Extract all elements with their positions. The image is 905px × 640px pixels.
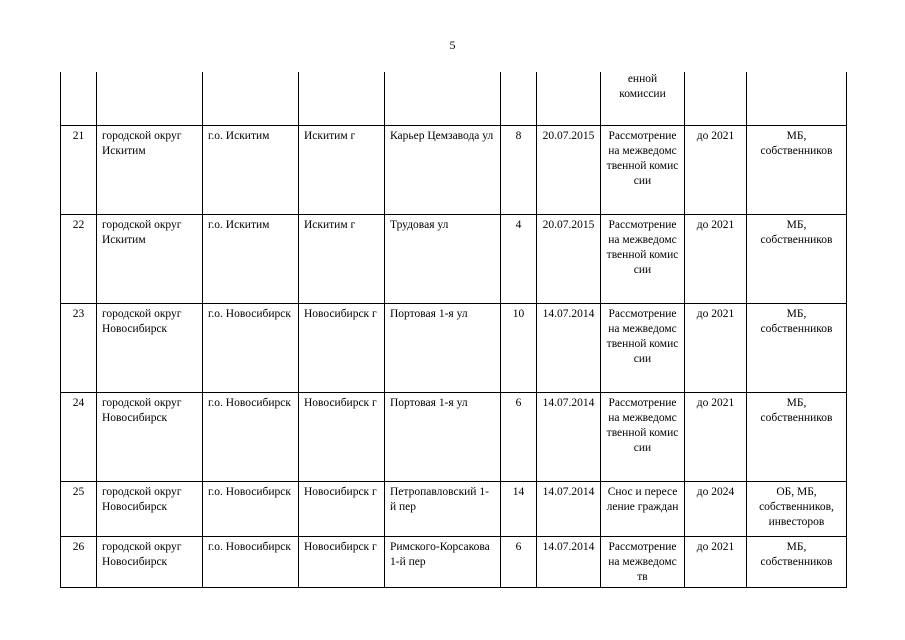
cell-date: 14.07.2014 — [537, 536, 601, 587]
cell-deadline: до 2024 — [685, 481, 747, 536]
cell-municipality: городской округ Искитим — [97, 214, 203, 303]
cell-decision: Снос и переселение граждан — [601, 481, 685, 536]
cell-district: г.о. Новосибирск — [203, 536, 299, 587]
cell-settlement: Новосибирск г — [299, 392, 385, 481]
cell-district: г.о. Новосибирск — [203, 481, 299, 536]
page-number: 5 — [449, 38, 456, 52]
cell-deadline: до 2021 — [685, 536, 747, 587]
table-row — [61, 125, 847, 214]
cell-district: г.о. Новосибирск — [203, 303, 299, 392]
cell-settlement: Искитим г — [299, 125, 385, 214]
cell-decision: Рассмотрение на межведомственной комиссии — [601, 303, 685, 392]
cell-house: 4 — [501, 214, 537, 303]
cell-source: ОБ, МБ, собственников, инвесторов — [747, 481, 847, 536]
cell-num: 22 — [61, 214, 97, 303]
cell-date: 14.07.2014 — [537, 481, 601, 536]
cell-house: 10 — [501, 303, 537, 392]
cell-house: 8 — [501, 125, 537, 214]
cell-source: МБ, собственников — [747, 125, 847, 214]
cell-num: 26 — [61, 536, 97, 587]
table-row — [61, 392, 847, 481]
cell-num: 24 — [61, 392, 97, 481]
cell-municipality: городской округ Новосибирск — [97, 536, 203, 587]
cell-source: МБ, собственников — [747, 536, 847, 587]
cell-municipality: городской округ Новосибирск — [97, 481, 203, 536]
cell-house: 6 — [501, 536, 537, 587]
housing-register-table — [60, 72, 847, 588]
cell-decision: Рассмотрение на межведомственной комиссии — [601, 214, 685, 303]
cell-decision: енной комиссии — [601, 72, 685, 125]
cell-district: г.о. Новосибирск — [203, 392, 299, 481]
cell-municipality: городской округ Новосибирск — [97, 392, 203, 481]
table-row-continuation — [61, 72, 847, 125]
cell-date: 20.07.2015 — [537, 125, 601, 214]
table-row — [61, 481, 847, 536]
cell-house: 6 — [501, 392, 537, 481]
cell-date: 20.07.2015 — [537, 214, 601, 303]
cell-street: Петропавловский 1-й пер — [385, 481, 501, 536]
cell-source: МБ, собственников — [747, 392, 847, 481]
cell-settlement: Новосибирск г — [299, 481, 385, 536]
cell-deadline: до 2021 — [685, 303, 747, 392]
cell-decision: Рассмотрение на межведомственной комиссии — [601, 125, 685, 214]
table-row — [61, 536, 847, 587]
table-row — [61, 303, 847, 392]
cell-source: МБ, собственников — [747, 214, 847, 303]
table-row — [61, 214, 847, 303]
cell-decision: Рассмотрение на межведомств — [601, 536, 685, 587]
cell-street: Портовая 1-я ул — [385, 392, 501, 481]
cell-date: 14.07.2014 — [537, 303, 601, 392]
cell-street: Римского-Корсакова 1-й пер — [385, 536, 501, 587]
cell-num: 21 — [61, 125, 97, 214]
cell-district: г.о. Искитим — [203, 125, 299, 214]
cell-street: Портовая 1-я ул — [385, 303, 501, 392]
cell-deadline: до 2021 — [685, 214, 747, 303]
cell-street: Трудовая ул — [385, 214, 501, 303]
cell-deadline: до 2021 — [685, 125, 747, 214]
cell-street: Карьер Цемзавода ул — [385, 125, 501, 214]
cell-settlement: Новосибирск г — [299, 536, 385, 587]
cell-municipality: городской округ Искитим — [97, 125, 203, 214]
cell-deadline: до 2021 — [685, 392, 747, 481]
cell-num: 25 — [61, 481, 97, 536]
cell-settlement: Искитим г — [299, 214, 385, 303]
cell-settlement: Новосибирск г — [299, 303, 385, 392]
cell-municipality: городской округ Новосибирск — [97, 303, 203, 392]
cell-district: г.о. Искитим — [203, 214, 299, 303]
cell-decision: Рассмотрение на межведомственной комиссии — [601, 392, 685, 481]
cell-house: 14 — [501, 481, 537, 536]
cell-date: 14.07.2014 — [537, 392, 601, 481]
cell-source: МБ, собственников — [747, 303, 847, 392]
cell-num: 23 — [61, 303, 97, 392]
